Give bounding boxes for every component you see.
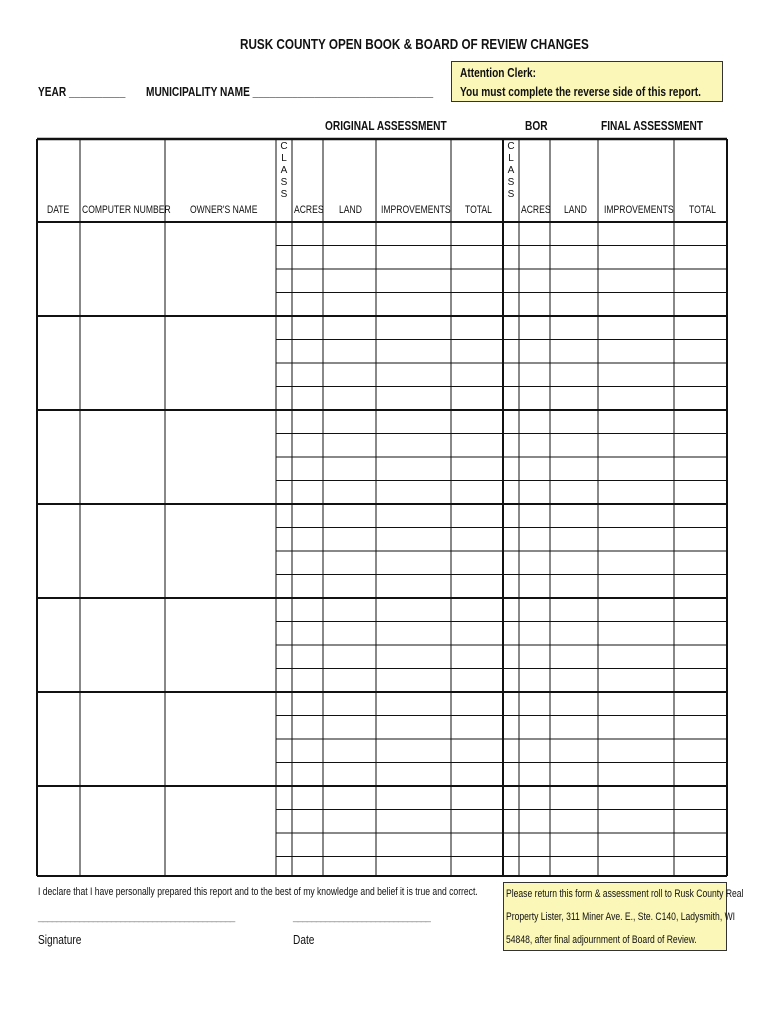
col-header-class-original — [277, 141, 291, 201]
class-letter: L — [508, 153, 514, 164]
return-line-3: 54848, after final adjournment of Board of Review. — [506, 934, 697, 946]
col-header-improvements-original: IMPROVEMENTS — [381, 204, 451, 216]
return-line-1: Please return this form & assessment roll to Rusk County Real — [506, 888, 744, 900]
date-line[interactable]: ______________________________ — [293, 912, 430, 923]
class-letter: C — [280, 141, 288, 152]
class-letter: C — [507, 141, 515, 152]
declaration-text: I declare that I have personally prepared this report and to the best of my knowledge and belief it is true and correct. — [38, 886, 478, 898]
class-letter: S — [507, 189, 515, 200]
return-line-2: Property Lister, 311 Miner Ave. E., Ste. C140, Ladysmith, WI — [506, 911, 736, 923]
col-header-total-final: TOTAL — [689, 204, 716, 216]
col-header-acres-final: ACRES — [521, 204, 551, 216]
class-letter: S — [507, 177, 515, 188]
municipality-name-field[interactable]: MUNICIPALITY NAME ________________________________ — [146, 84, 434, 99]
col-header-total-original: TOTAL — [465, 204, 492, 216]
final-assessment-heading: FINAL ASSESSMENT — [601, 118, 703, 133]
clerk-note-text: You must complete the reverse side of this report. — [460, 84, 701, 99]
col-header-acres-original: ACRES — [294, 204, 324, 216]
form-title: RUSK COUNTY OPEN BOOK & BOARD OF REVIEW CHANGES — [240, 36, 589, 53]
col-header-owners-name: OWNER'S NAME — [190, 204, 258, 216]
col-header-computer-number: COMPUTER NUMBER — [82, 204, 171, 216]
class-letter: A — [507, 165, 515, 176]
col-header-class-final — [504, 141, 518, 201]
year-field[interactable]: YEAR __________ — [38, 84, 126, 99]
class-letter: S — [280, 177, 288, 188]
col-header-land-final: LAND — [564, 204, 587, 216]
class-letter: A — [280, 165, 288, 176]
signature-label: Signature — [38, 932, 82, 947]
bor-heading: BOR — [525, 118, 548, 133]
signature-line[interactable]: ___________________________________________ — [38, 912, 235, 923]
col-header-date: DATE — [47, 204, 70, 216]
clerk-note-heading: Attention Clerk: — [460, 65, 537, 80]
class-letter: L — [281, 153, 287, 164]
col-header-improvements-final: IMPROVEMENTS — [604, 204, 674, 216]
class-letter: S — [280, 189, 288, 200]
col-header-land-original: LAND — [339, 204, 362, 216]
original-assessment-heading: ORIGINAL ASSESSMENT — [325, 118, 447, 133]
return-instructions — [503, 882, 744, 951]
date-label: Date — [293, 932, 315, 947]
